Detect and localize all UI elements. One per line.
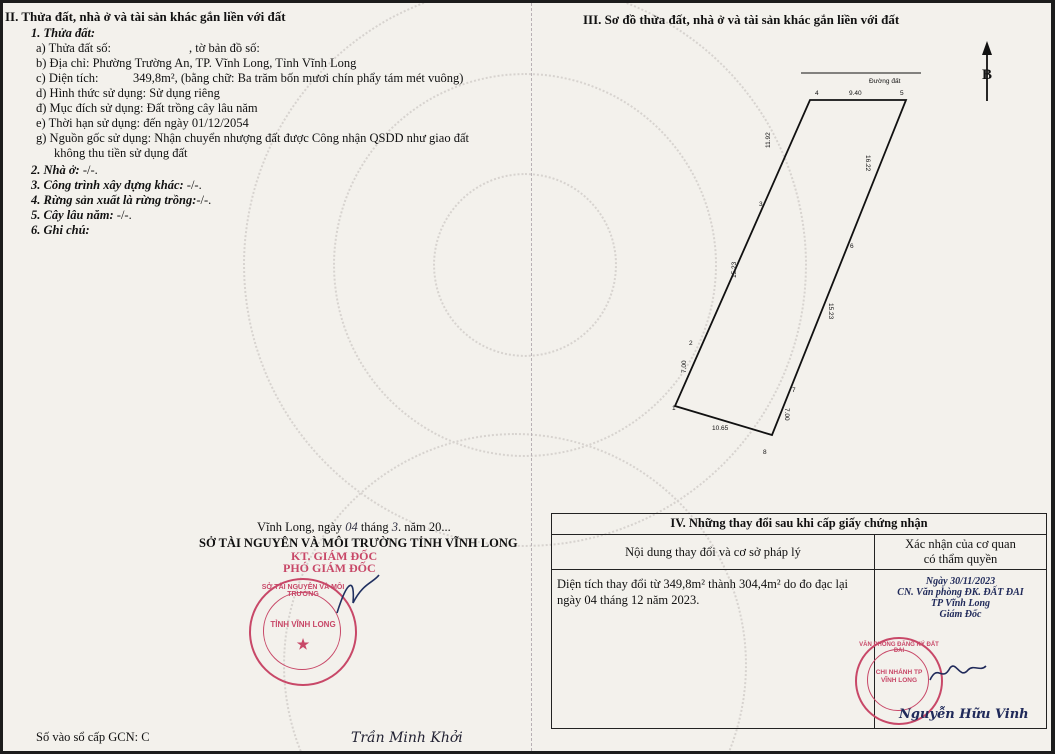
road-label: Đường đất xyxy=(869,78,901,85)
changes-heading: IV. Những thay đổi sau khi cấp giấy chứng nhận xyxy=(552,514,1047,535)
director-name: Trần Minh Khởi xyxy=(351,730,463,746)
point-1: 1 xyxy=(672,405,676,412)
point-3: 3 xyxy=(759,201,763,208)
section-3-heading: III. Sơ đồ thửa đất, nhà ở và tài sản khác gắn liền với đất xyxy=(583,12,900,27)
point-7: 7 xyxy=(792,387,796,394)
point-2: 2 xyxy=(689,340,693,347)
changes-row-content: Diện tích thay đổi từ 349,8m² thành 304,4m² do đo đạc lại ngày 04 tháng 12 năm 2023. xyxy=(552,570,875,729)
point-5: 5 xyxy=(900,90,904,97)
changes-row-confirm: Ngày 30/11/2023 CN. Văn phòng ĐK. ĐẤT ĐAI TP Vĩnh Long Giám Đốc xyxy=(875,570,1047,729)
usage-form: d) Hình thức sử dụng: Sử dụng riêng xyxy=(36,86,220,100)
issuing-authority: SỞ TÀI NGUYÊN VÀ MÔI TRƯỜNG TỈNH VĨNH LONG xyxy=(199,536,518,550)
perennial-row: 5. Cây lâu năm: -/-. xyxy=(31,208,132,222)
map-sheet-label: , tờ bản đồ số: xyxy=(189,41,260,55)
edge-4-3: 11.92 xyxy=(765,132,772,148)
origin-line-2: không thu tiền sử dụng đất xyxy=(54,146,188,160)
changes-table xyxy=(551,513,1047,729)
issue-date: Vĩnh Long, ngày 04 tháng 3. năm 20... xyxy=(257,520,451,534)
deputy-director: PHÓ GIÁM ĐỐC xyxy=(283,561,376,575)
parcel-outline xyxy=(675,100,906,435)
notes-heading: 6. Ghi chú: xyxy=(31,223,90,237)
edge-1-8: 10.65 xyxy=(712,425,729,432)
parcel-number-label: a) Thửa đất số: xyxy=(36,41,111,55)
changes-col-confirm: Xác nhận của cơ quan có thẩm quyền xyxy=(875,535,1047,570)
edge-3-2: 15.23 xyxy=(731,261,738,278)
office-director-name: Nguyễn Hữu Vinh xyxy=(899,707,1029,722)
kt-director: KT. GIÁM ĐỐC xyxy=(291,549,378,563)
address-line: b) Địa chỉ: Phường Trường An, TP. Vĩnh Long, Tỉnh Vĩnh Long xyxy=(36,56,357,70)
origin-line-1: g) Nguồn gốc sử dụng: Nhận chuyển nhượng đất được Công nhận QSDD như giao đất xyxy=(36,131,469,145)
changes-col-content: Nội dung thay đổi và cơ sở pháp lý xyxy=(552,535,875,570)
edge-7-8: 7.00 xyxy=(783,408,790,421)
area-value: 349,8m², (bằng chữ: Ba trăm bốn mươi chín phẩy tám mét vuông) xyxy=(133,71,464,85)
point-8: 8 xyxy=(763,449,767,456)
usage-purpose: đ) Mục đích sử dụng: Đất trồng cây lâu năm xyxy=(36,101,258,115)
forest-row: 4. Rừng sản xuất là rừng trồng:-/-. xyxy=(31,193,212,207)
edge-6-7: 15.23 xyxy=(827,303,834,320)
land-parcel-heading: 1. Thửa đất: xyxy=(31,26,96,40)
usage-term: e) Thời hạn sử dụng: đến ngày 01/12/2054 xyxy=(36,116,249,130)
north-label: B xyxy=(982,67,993,83)
point-6: 6 xyxy=(850,243,854,250)
edge-5-6: 16.22 xyxy=(864,155,871,172)
office-signature-mark xyxy=(928,658,988,688)
section-2-heading: II. Thửa đất, nhà ở và tài sản khác gắn liền với đất xyxy=(5,9,286,24)
authority-seal: SỞ TÀI NGUYÊN VÀ MÔI TRƯỜNG TỈNH VĨNH LONG ★ xyxy=(249,578,357,686)
edge-2-1: 7.00 xyxy=(681,360,688,373)
certificate-sheet xyxy=(3,3,1051,751)
house-row: 2. Nhà ở: -/-. xyxy=(31,163,98,177)
point-4: 4 xyxy=(815,90,819,97)
register-number: Số vào sổ cấp GCN: C xyxy=(36,730,150,744)
area-label: c) Diện tích: xyxy=(36,71,99,85)
edge-4-5: 9.40 xyxy=(849,90,862,97)
registration-office-seal: VĂN PHÒNG ĐĂNG KÝ ĐẤT ĐAI CHI NHÁNH TP VĨNH LONG xyxy=(855,637,943,725)
construction-row: 3. Công trình xây dựng khác: -/-. xyxy=(31,178,202,192)
